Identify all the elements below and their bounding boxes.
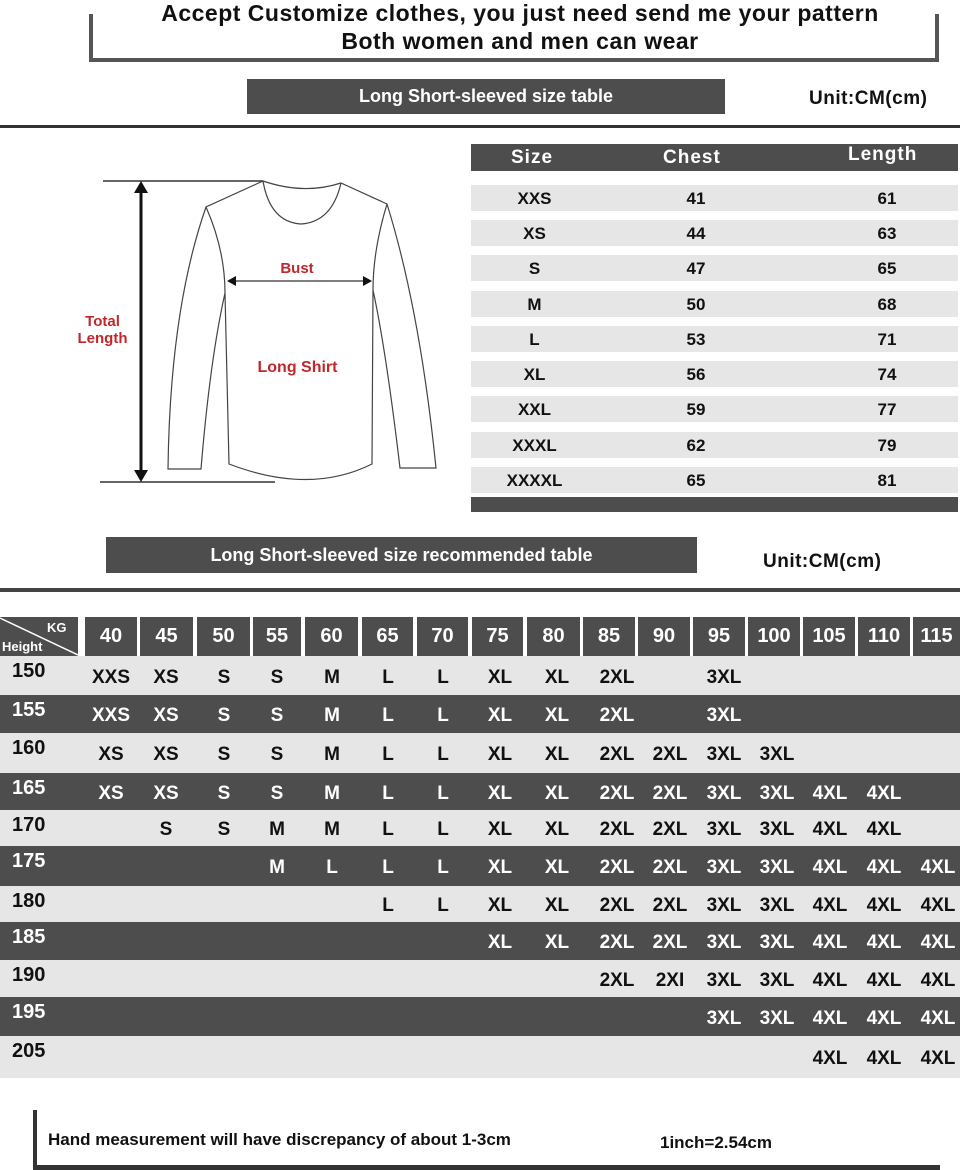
size-recommendation-cell: 3XL <box>759 783 795 804</box>
size-recommendation-cell: 3XL <box>759 819 795 840</box>
size-cell: L <box>529 330 540 349</box>
size-recommendation-cell: 4XL <box>866 1048 902 1069</box>
size-recommendation-cell: XS <box>153 705 179 726</box>
size-recommendation-cell: XL <box>544 819 570 840</box>
table-row <box>0 846 960 886</box>
table-row <box>0 960 960 997</box>
size-recommendation-cell: 3XL <box>706 667 742 688</box>
size-recommendation-cell: 2XL <box>652 857 688 878</box>
table-row <box>471 326 958 352</box>
table-row <box>471 432 958 458</box>
kg-column-header: 50 <box>197 617 250 656</box>
table-row <box>0 656 960 695</box>
size-recommendation-cell: 3XL <box>759 857 795 878</box>
size-recommendation-cell: M <box>324 783 340 804</box>
height-cell: 165 <box>12 777 46 799</box>
measurement-note: Hand measurement will have discrepancy of about 1-3cm <box>48 1130 511 1149</box>
height-cell: 205 <box>12 1040 46 1062</box>
corner-kg-label: KG <box>47 620 67 635</box>
size-recommendation-cell: 2XL <box>599 667 635 688</box>
long-shirt-label: Long Shirt <box>257 359 338 376</box>
size-recommendation-cell: 4XL <box>812 895 848 916</box>
size-recommendation-cell: XL <box>544 744 570 765</box>
size-recommendation-cell: XL <box>544 895 570 916</box>
size-recommendation-cell: 4XL <box>920 932 956 953</box>
column-header-length: Length <box>848 144 918 165</box>
length-cell: 63 <box>877 224 897 243</box>
size-recommendation-cell: 3XL <box>759 744 795 765</box>
size-recommendation-cell: 3XL <box>706 744 742 765</box>
size-recommendation-cell: 4XL <box>866 783 902 804</box>
divider <box>0 125 960 128</box>
size-recommendation-cell: 3XL <box>759 1008 795 1029</box>
size-recommendation-cell: L <box>382 705 394 726</box>
kg-column-header: 75 <box>472 617 523 656</box>
shirt-diagram <box>60 160 460 500</box>
table-row <box>0 695 960 733</box>
kg-column-header: 40 <box>85 617 137 656</box>
header-line-2: Both women and men can wear <box>341 28 699 54</box>
size-recommendation-cell: 4XL <box>866 819 902 840</box>
size-recommendation-cell: 2XL <box>599 970 635 991</box>
size-recommendation-cell: XL <box>487 895 513 916</box>
height-cell: 150 <box>12 660 46 682</box>
chest-cell: 56 <box>686 365 706 384</box>
kg-column-header: 70 <box>417 617 468 656</box>
chest-cell: 41 <box>686 189 706 208</box>
table-row <box>0 886 960 922</box>
size-recommendation-cell: M <box>269 819 285 840</box>
size-recommendation-cell: 4XL <box>920 970 956 991</box>
size-recommendation-cell: XS <box>98 783 124 804</box>
table-row <box>0 773 960 810</box>
length-cell: 61 <box>877 189 897 208</box>
height-cell: 175 <box>12 850 46 872</box>
size-cell: XXXXL <box>506 471 563 490</box>
height-cell: 170 <box>12 814 46 836</box>
size-recommendation-cell: XXS <box>91 667 131 688</box>
size-recommendation-cell: 3XL <box>706 1008 742 1029</box>
length-cell: 71 <box>877 330 897 349</box>
kg-column-header: 105 <box>803 617 855 656</box>
size-recommendation-cell: L <box>382 744 394 765</box>
size-table-header <box>471 144 958 171</box>
size-recommendation-cell: 4XL <box>812 783 848 804</box>
size-recommendation-cell: XL <box>487 932 513 953</box>
size-recommendation-cell: 4XL <box>812 857 848 878</box>
size-recommendation-cell: L <box>382 857 394 878</box>
size-recommendation-cell: S <box>217 783 231 804</box>
size-recommendation-cell: L <box>437 744 449 765</box>
kg-column-header: 55 <box>253 617 301 656</box>
size-recommendation-cell: 4XL <box>812 1048 848 1069</box>
bust-label: Bust <box>280 260 314 277</box>
table-row <box>0 997 960 1036</box>
kg-column-header: 65 <box>362 617 413 656</box>
height-cell: 180 <box>12 890 46 912</box>
size-recommendation-cell: S <box>270 783 284 804</box>
size-recommendation-cell: S <box>270 744 284 765</box>
size-recommendation-cell: XL <box>487 857 513 878</box>
size-recommendation-cell: 3XL <box>706 783 742 804</box>
height-cell: 155 <box>12 699 46 721</box>
size-recommendation-cell: 2XI <box>655 970 685 991</box>
size-cell: S <box>528 259 541 278</box>
size-recommendation-cell: S <box>270 667 284 688</box>
size-recommendation-cell: XS <box>153 783 179 804</box>
table-row <box>471 291 958 317</box>
table-row <box>471 396 958 422</box>
size-recommendation-cell: L <box>437 705 449 726</box>
size-recommendation-cell: L <box>437 895 449 916</box>
height-cell: 190 <box>12 964 46 986</box>
size-recommendation-cell: 4XL <box>920 895 956 916</box>
size-recommendation-cell: 4XL <box>866 895 902 916</box>
size-recommendation-cell: S <box>217 744 231 765</box>
size-recommendation-cell: 2XL <box>599 783 635 804</box>
total-length-label-line-1: Total <box>85 313 120 330</box>
chest-cell: 65 <box>686 471 706 490</box>
table-row <box>471 467 958 493</box>
chest-cell: 47 <box>686 259 706 278</box>
size-recommendation-cell: 2XL <box>599 932 635 953</box>
column-header-chest: Chest <box>663 147 721 168</box>
size-recommendation-cell: XL <box>544 932 570 953</box>
size-recommendation-cell: 4XL <box>866 1008 902 1029</box>
kg-column-header: 85 <box>583 617 635 656</box>
table-row <box>0 810 960 846</box>
height-cell: 185 <box>12 926 46 948</box>
height-kg-corner-cell <box>0 617 78 656</box>
size-recommendation-cell: 4XL <box>920 1008 956 1029</box>
size-recommendation-cell: L <box>382 783 394 804</box>
length-cell: 65 <box>877 259 897 278</box>
size-recommendation-cell: L <box>326 857 338 878</box>
size-recommendation-cell: 4XL <box>866 932 902 953</box>
size-recommendation-cell: 3XL <box>706 857 742 878</box>
chest-cell: 62 <box>686 436 706 455</box>
size-recommendation-cell: 3XL <box>706 895 742 916</box>
size-recommendation-cell: 4XL <box>812 1008 848 1029</box>
size-recommendation-cell: M <box>324 705 340 726</box>
size-cell: XXL <box>517 400 552 419</box>
size-recommendation-cell: L <box>382 895 394 916</box>
kg-column-header: 80 <box>527 617 580 656</box>
size-recommendation-cell: L <box>437 819 449 840</box>
table-row <box>471 361 958 387</box>
total-length-label-line-2: Length <box>77 330 128 347</box>
size-cell: XXXL <box>512 436 557 455</box>
size-recommendation-cell: XS <box>153 667 179 688</box>
size-recommendation-cell: XL <box>487 819 513 840</box>
length-cell: 68 <box>877 295 897 314</box>
size-recommendation-cell: S <box>217 667 231 688</box>
size-recommendation-cell: 2XL <box>652 932 688 953</box>
size-recommendation-cell: 2XL <box>599 857 635 878</box>
size-recommendation-cell: XXS <box>91 705 131 726</box>
corner-height-label: Height <box>2 639 43 654</box>
size-recommendation-cell: 2XL <box>599 705 635 726</box>
kg-column-header: 45 <box>140 617 193 656</box>
size-table-footer-bar <box>471 497 958 512</box>
kg-column-header: 60 <box>305 617 358 656</box>
kg-column-header: 90 <box>638 617 690 656</box>
length-cell: 81 <box>877 471 897 490</box>
inch-conversion-note: 1inch=2.54cm <box>660 1133 772 1152</box>
size-recommendation-cell: 4XL <box>866 970 902 991</box>
size-recommendation-cell: 4XL <box>920 857 956 878</box>
size-recommendation-cell: M <box>324 819 340 840</box>
divider <box>0 588 960 592</box>
size-recommendation-cell: 3XL <box>706 819 742 840</box>
size-recommendation-cell: XL <box>544 667 570 688</box>
size-recommendation-cell: 4XL <box>920 1048 956 1069</box>
size-recommendation-cell: S <box>217 705 231 726</box>
size-recommendation-cell: 3XL <box>759 895 795 916</box>
size-recommendation-cell: XS <box>98 744 124 765</box>
column-header-size: Size <box>511 147 554 168</box>
table-row <box>471 220 958 246</box>
size-cell: M <box>527 295 542 314</box>
size-recommendation-cell: XL <box>544 857 570 878</box>
size-recommendation-cell: M <box>269 857 285 878</box>
size-recommendation-cell: 3XL <box>759 970 795 991</box>
length-cell: 74 <box>877 365 897 384</box>
height-cell: 160 <box>12 737 46 759</box>
table-row <box>471 185 958 211</box>
size-recommendation-cell: XL <box>487 705 513 726</box>
size-recommendation-cell: 4XL <box>812 932 848 953</box>
size-recommendation-cell: 2XL <box>599 744 635 765</box>
size-recommendation-cell: 2XL <box>599 819 635 840</box>
size-recommendation-cell: L <box>382 667 394 688</box>
size-recommendation-cell: 2XL <box>652 819 688 840</box>
chest-cell: 44 <box>686 224 706 243</box>
size-cell: XL <box>523 365 546 384</box>
size-recommendation-cell: 4XL <box>866 857 902 878</box>
size-recommendation-cell: XL <box>487 783 513 804</box>
size-recommendation-cell: 4XL <box>812 970 848 991</box>
size-recommendation-cell: S <box>270 705 284 726</box>
size-recommendation-cell: XL <box>487 667 513 688</box>
size-table-title: Long Short-sleeved size table <box>247 79 725 114</box>
size-table-unit: Unit:CM(cm) <box>809 88 928 109</box>
recommend-table-unit: Unit:CM(cm) <box>763 551 882 572</box>
size-recommendation-cell: L <box>382 819 394 840</box>
size-recommendation-cell: M <box>324 667 340 688</box>
chest-cell: 53 <box>686 330 706 349</box>
recommend-table-title: Long Short-sleeved size recommended table <box>106 537 697 573</box>
kg-column-header: 100 <box>748 617 800 656</box>
table-row <box>0 1036 960 1078</box>
height-cell: 195 <box>12 1001 46 1023</box>
size-recommendation-cell: XL <box>544 705 570 726</box>
size-recommendation-cell: 2XL <box>652 744 688 765</box>
kg-column-header: 115 <box>913 617 960 656</box>
size-recommendation-cell: 2XL <box>599 895 635 916</box>
size-recommendation-cell: XL <box>487 744 513 765</box>
length-cell: 77 <box>877 400 897 419</box>
size-recommendation-cell: 3XL <box>706 970 742 991</box>
chest-cell: 50 <box>686 295 706 314</box>
length-cell: 79 <box>877 436 897 455</box>
size-recommendation-cell: M <box>324 744 340 765</box>
size-recommendation-cell: 2XL <box>652 783 688 804</box>
size-recommendation-cell: XS <box>153 744 179 765</box>
table-row <box>0 733 960 773</box>
size-recommendation-cell: S <box>217 819 231 840</box>
size-cell: XXS <box>517 189 552 208</box>
table-row <box>471 255 958 281</box>
kg-column-header: 95 <box>693 617 745 656</box>
size-recommendation-cell: 4XL <box>812 819 848 840</box>
size-recommendation-cell: L <box>437 667 449 688</box>
size-recommendation-cell: 3XL <box>706 932 742 953</box>
kg-column-header: 110 <box>858 617 910 656</box>
size-recommendation-cell: L <box>437 857 449 878</box>
size-recommendation-cell: 3XL <box>706 705 742 726</box>
size-recommendation-cell: S <box>159 819 173 840</box>
table-row <box>0 922 960 960</box>
size-cell: XS <box>523 224 546 243</box>
header-line-1: Accept Customize clothes, you just need send me your pattern <box>161 0 879 26</box>
size-recommendation-cell: L <box>437 783 449 804</box>
chest-cell: 59 <box>686 400 706 419</box>
size-recommendation-cell: 2XL <box>652 895 688 916</box>
size-recommendation-cell: XL <box>544 783 570 804</box>
size-recommendation-cell: 3XL <box>759 932 795 953</box>
